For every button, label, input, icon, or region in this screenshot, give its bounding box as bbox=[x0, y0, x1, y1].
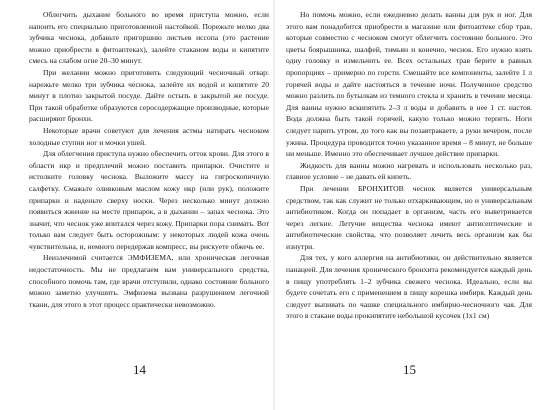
paragraph: Для облегчения приступа нужно обеспечить отток крови. Для этого в области икр и предплечий можно поставить припарки. Очистите и истолките головку чеснока. Выложите массу на гигроскопичную салфетку. Смажьте оливковым маслом кожу икр (или рук), положите припарки и наденьте сверху носки. Через несколько минут должно появиться жжение на месте припарок, а в дыхании – запах чеснока. Это значит, что чеснок уже впитался через кожу. Припарки пора снимать. Вот только вам следует быть осторожным: у некоторых людей кожа очень чувствительна, и, немного передержав компресс, вы рискуете обжечь ее. bbox=[29, 149, 269, 251]
right-page bbox=[275, 0, 550, 410]
page-number-left: 14 bbox=[133, 362, 146, 377]
paragraph: Но помочь можно, если ежедневно делать ванны для рук и ног. Для этого вам понадобится приобрести в магазине или фитоаптеке сбор трав, которые совместно с чесноком смогут облегчить состояние больного. Это цветы боярышника, шалфей, тимьян и конечно, чеснок. Его нужно взять одну головку и измельчить ее. Всех остальных трав берите в равных пропорциях – примерно по горсти. Смешайте все компоненты, залейте 1 л горячей воды и дайте настояться в течение ночи. Полученное средство можно разлить по бутылкам из темного стекла и хранить в течение месяца. Для ванны нужно вскипятить 2–3 л воды и добавить в нее 1 ст. настоя. Вода должна быть такой горячей, какую только можно терпеть. Ноги следует парить утром, до того как вы позавтракаете, а руки вечером, после ужина. Процедура проводится точно указанное время – 8 минут, не больше ни меньше. Именно это обеспечивает лучшее действие припарки. bbox=[286, 10, 532, 159]
right-page-text bbox=[286, 9, 532, 322]
paragraph: Некоторые врачи советуют для лечения астмы натирать чесноком холодные ступни ног и мочки ушей. bbox=[29, 125, 269, 147]
paragraph: Облегчить дыхание больного во время приступа можно, если напоить его специально приготовленной настойкой. Порежьте мелко два зубчика чеснока, добавьте пригоршню листьев иссопа (это растение можно приобрести в фитоаптеках), залейте стаканом воды и кипятите смесь на слабом огне 20–30 минут. bbox=[29, 10, 269, 66]
paragraph: При желании можно приготовить следующий чесночный отвар: нарежьте мелко три зубчика чеснока, залейте их водой и кипятите 20 минут в плотно закрытой посуде. Дайте остыть в закрытой же посуде. При такой обработке образуются серосодержащие производные, которые расширяют бронхи. bbox=[29, 67, 269, 124]
paragraph: При лечении БРОНХИТОВ чеснок является универсальным средством, так как служит не только отхаркивающим, но и универсальным антибиотиком. Когда он попадает в организм, часть его выветривается через легкие. Летучие вещества чеснока имеют антисептические и антибиотические свойства, что позволяет лечить весь организм как бы изнутри. bbox=[286, 183, 532, 251]
paragraph: Неизлечимой считается ЭМФИЗЕМА, или хроническая легочная недостаточность. Мы не предлагаем вам универсального средства, способного помочь там, где врачи отступили, однако состояние больного можно заметно улучшить. Эмфизема вызвана разрушением легочной ткани, для этого в этот процесс практически невозможно. bbox=[29, 253, 269, 309]
paragraph: Для тех, у кого аллергия на антибиотики, он действительно является панацеей. Для лечения хронического бронхита рекомендуется каждый день в пищу употреблять 1–2 зубчика свежего чеснока. Идеально, если вы будете сочетать его с применением в пищу корешка имбиря. Каждый день следует выпивать по чашке специального имбирно-чесночного чая. Для этого в стакане воды прокипятите небольшой кусочек (1х1 см) bbox=[286, 253, 532, 321]
left-page-text bbox=[29, 9, 269, 310]
paragraph: Жидкость для ванны можно нагревать и использовать несколько раз, главное условие – не давать ей кипеть. bbox=[286, 160, 532, 182]
page-number-right: 15 bbox=[403, 362, 416, 377]
